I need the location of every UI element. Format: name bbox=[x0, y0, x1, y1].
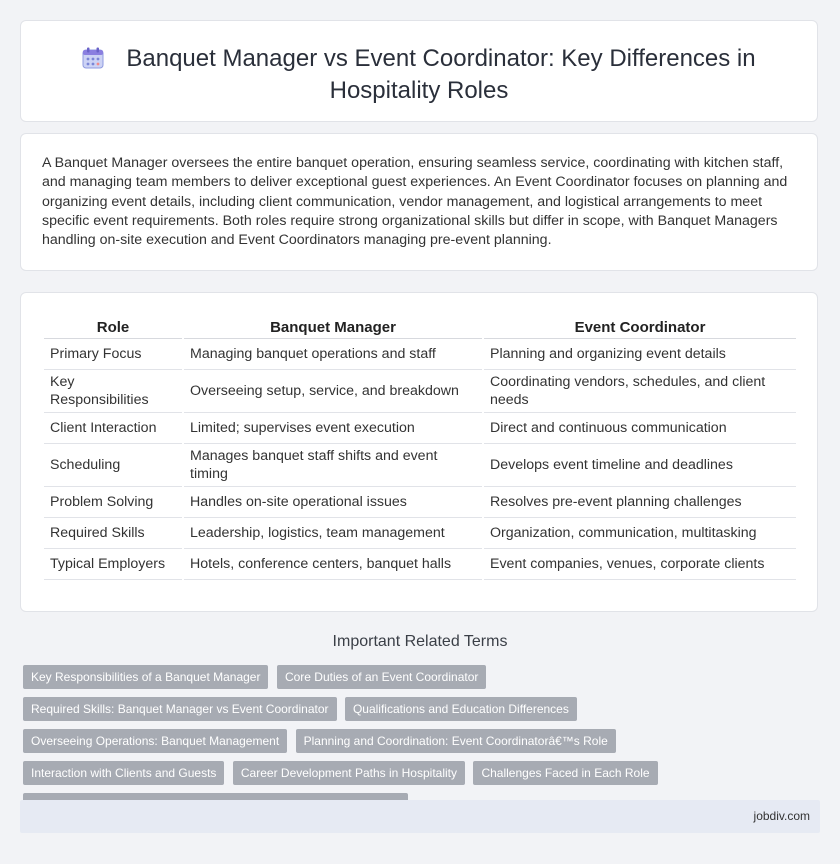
related-tag[interactable]: Core Duties of an Event Coordinator bbox=[277, 665, 486, 689]
related-tag[interactable]: Career Development Paths in Hospitality bbox=[233, 761, 465, 785]
row-label: Typical Employers bbox=[44, 549, 182, 580]
row-label: Key Responsibilities bbox=[44, 370, 182, 413]
table-row bbox=[44, 518, 796, 549]
table-row bbox=[44, 370, 796, 413]
related-tag[interactable]: Planning and Coordination: Event Coordinatorâ€™s Role bbox=[296, 729, 616, 753]
table-row bbox=[44, 413, 796, 444]
footer-site-link[interactable]: jobdiv.com bbox=[753, 809, 810, 823]
table-row bbox=[44, 549, 796, 580]
related-terms-title: Important Related Terms bbox=[332, 633, 508, 650]
event-coordinator-cell: Direct and continuous communication bbox=[484, 413, 796, 444]
row-label: Primary Focus bbox=[44, 339, 182, 370]
related-tag[interactable]: Qualifications and Education Differences bbox=[345, 697, 577, 721]
related-tag[interactable]: Overseeing Operations: Banquet Management bbox=[23, 729, 287, 753]
table-row bbox=[44, 487, 796, 518]
event-coordinator-cell: Planning and organizing event details bbox=[484, 339, 796, 370]
row-label: Scheduling bbox=[44, 444, 182, 487]
event-coordinator-cell: Resolves pre-event planning challenges bbox=[484, 487, 796, 518]
footer bbox=[20, 800, 820, 833]
banquet-manager-cell: Hotels, conference centers, banquet halls bbox=[184, 549, 482, 580]
banquet-manager-cell: Handles on-site operational issues bbox=[184, 487, 482, 518]
banquet-manager-cell: Managing banquet operations and staff bbox=[184, 339, 482, 370]
header-role: Role bbox=[44, 314, 182, 339]
intro-card bbox=[20, 133, 818, 271]
calendar-icon bbox=[82, 46, 104, 68]
header-event-coordinator: Event Coordinator bbox=[484, 314, 796, 339]
related-tag[interactable]: Interaction with Clients and Guests bbox=[23, 761, 224, 785]
row-label: Problem Solving bbox=[44, 487, 182, 518]
page-title: Banquet Manager vs Event Coordinator: Key Differences in Hospitality Roles bbox=[126, 45, 756, 104]
event-coordinator-cell: Organization, communication, multitasking bbox=[484, 518, 796, 549]
table-row bbox=[44, 339, 796, 370]
table-header-row bbox=[44, 314, 796, 339]
banquet-manager-cell: Leadership, logistics, team management bbox=[184, 518, 482, 549]
related-tag[interactable]: Challenges Faced in Each Role bbox=[473, 761, 657, 785]
comparison-card bbox=[20, 292, 818, 612]
event-coordinator-cell: Develops event timeline and deadlines bbox=[484, 444, 796, 487]
table-row bbox=[44, 444, 796, 487]
event-coordinator-cell: Coordinating vendors, schedules, and client needs bbox=[484, 370, 796, 413]
related-tag[interactable]: Required Skills: Banquet Manager vs Event Coordinator bbox=[23, 697, 337, 721]
comparison-table bbox=[42, 314, 798, 580]
banquet-manager-cell: Manages banquet staff shifts and event timing bbox=[184, 444, 482, 487]
intro-paragraph: A Banquet Manager oversees the entire banquet operation, ensuring seamless service, coordinating with kitchen staff, and managing team members to deliver exceptional guest experiences. An Event Coordinator focuses on planning and organizing event details, including client communication, vendor management, and logistical arrangements to meet specific event requirements. Both roles require strong organizational skills but differ in scope, with Banquet Managers handling on-site execution and Event Coordinators managing pre-event planning. bbox=[42, 155, 788, 249]
header-banquet-manager: Banquet Manager bbox=[184, 314, 482, 339]
banquet-manager-cell: Overseeing setup, service, and breakdown bbox=[184, 370, 482, 413]
page-title-wrap bbox=[21, 43, 817, 107]
row-label: Client Interaction bbox=[44, 413, 182, 444]
row-label: Required Skills bbox=[44, 518, 182, 549]
banquet-manager-cell: Limited; supervises event execution bbox=[184, 413, 482, 444]
header-card bbox=[20, 20, 818, 122]
event-coordinator-cell: Event companies, venues, corporate clients bbox=[484, 549, 796, 580]
related-tag[interactable]: Key Responsibilities of a Banquet Manager bbox=[23, 665, 268, 689]
